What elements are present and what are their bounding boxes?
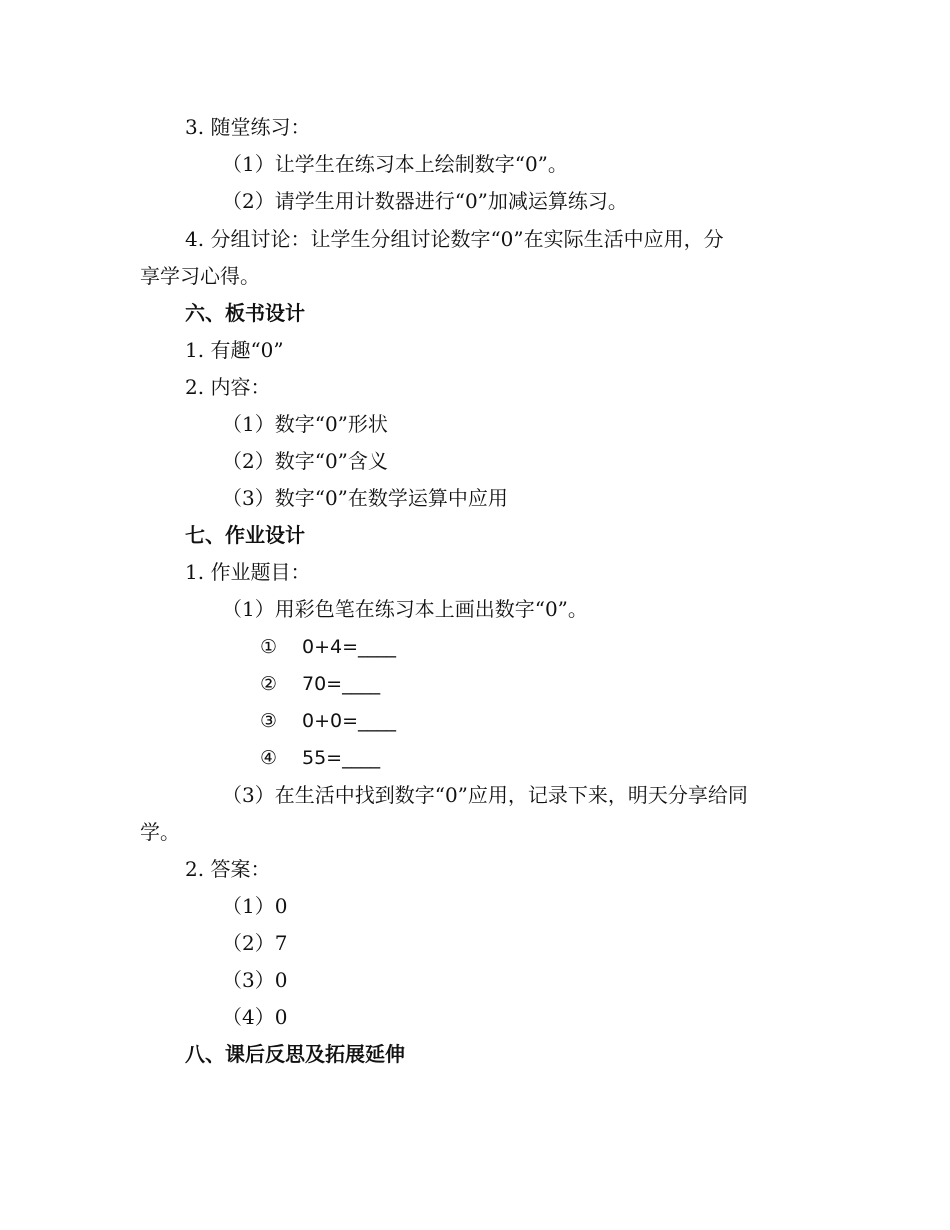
practice-item-3: 3. 随堂练习： <box>185 115 311 139</box>
exercise-marker: ③ <box>260 710 278 732</box>
answer-item: （2）7 <box>222 931 288 955</box>
exercise-text: 0+0=____ <box>302 710 397 732</box>
board-item-2: 2. 内容： <box>185 375 271 399</box>
board-item-1: 1. 有趣“0” <box>185 338 284 362</box>
discussion-item-4-line-1: 4. 分组讨论：让学生分组讨论数字“0”在实际生活中应用，分 <box>185 227 724 251</box>
homework-sub-3-line-1: （3）在生活中找到数字“0”应用，记录下来，明天分享给同 <box>222 783 748 807</box>
exercise-text: 70=____ <box>302 673 381 695</box>
homework-sub-1: （1）用彩色笔在练习本上画出数字“0”。 <box>222 597 588 621</box>
heading-homework-design: 七、作业设计 <box>185 523 305 547</box>
exercise-item <box>260 745 380 771</box>
answer-item: （4）0 <box>222 1005 288 1029</box>
homework-item-1: 1. 作业题目： <box>185 560 311 584</box>
board-sub-3: （3）数字“0”在数学运算中应用 <box>222 486 508 510</box>
practice-sub-1: （1）让学生在练习本上绘制数字“0”。 <box>222 152 568 176</box>
exercise-text: 0+4=____ <box>302 636 397 658</box>
exercise-marker: ④ <box>260 747 278 769</box>
board-sub-2: （2）数字“0”含义 <box>222 449 388 473</box>
exercise-marker: ① <box>260 636 278 658</box>
exercise-text: 55=____ <box>302 747 381 769</box>
board-sub-1: （1）数字“0”形状 <box>222 412 388 436</box>
heading-board-design: 六、板书设计 <box>185 301 305 325</box>
discussion-item-4-line-2: 享学习心得。 <box>140 264 260 288</box>
exercise-item <box>260 634 396 660</box>
heading-reflection: 八、课后反思及拓展延伸 <box>185 1042 405 1066</box>
practice-sub-2: （2）请学生用计数器进行“0”加减运算练习。 <box>222 189 628 213</box>
homework-sub-3-line-2: 学。 <box>140 820 180 844</box>
answer-item: （1）0 <box>222 894 288 918</box>
exercise-marker: ② <box>260 673 278 695</box>
homework-item-2: 2. 答案： <box>185 857 271 881</box>
exercise-item <box>260 671 380 697</box>
exercise-item <box>260 708 396 734</box>
answer-item: （3）0 <box>222 968 288 992</box>
